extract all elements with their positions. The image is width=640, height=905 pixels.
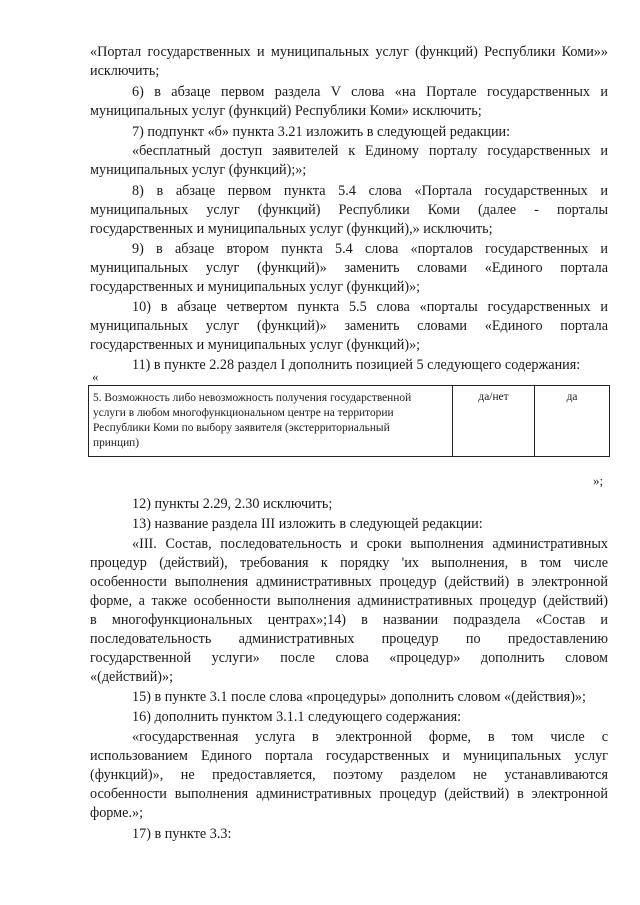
text-line: использованием Единого портала государственных и муниципальных услуг (90, 748, 608, 764)
text-line: 10) в абзаце четвертом пункта 5.5 слова «порталы государственных и (132, 299, 608, 315)
text-line: муниципальных услуг (функций) Республики Коми» исключить; (90, 103, 482, 119)
text-line: 7) подпункт «б» пункта 3.21 изложить в следующей редакции: (132, 124, 511, 140)
text-line: 12) пункты 2.29, 2.30 исключить; (132, 496, 333, 512)
text-line: форме, а также особенности выполнения административных процедур (действий) (90, 593, 608, 609)
text-line: (функций)», не предоставляется, поэтому разделом не устанавливаются (90, 767, 608, 783)
table-cell-value: да (566, 391, 578, 403)
text-line: «III. Состав, последовательность и сроки выполнения административных (132, 536, 608, 552)
text-line: процедур (действий), требования к порядку 'их выполнения, в том числе (90, 555, 608, 571)
text-line: муниципальных услуг (функций) Республики Коми (далее - порталы (90, 202, 608, 218)
text-line: государственных и муниципальных услуг (функций),» исключить; (90, 221, 493, 237)
table-cell-options: да/нет (453, 386, 535, 456)
text-line: муниципальных услуг (функций);»; (90, 162, 307, 178)
text-line: 8) в абзаце первом пункта 5.4 слова «Портала государственных и (132, 183, 608, 199)
text-line: 15) в пункте 3.1 после слова «процедуры» дополнить словом «(действия)»; (132, 689, 586, 705)
text-line: особенности выполнения административных процедур (действий) в электронной (90, 574, 608, 590)
text-line: «(действий)»; (90, 669, 174, 685)
text-line: особенности выполнения административных процедур (действий) в электронной (90, 786, 608, 802)
text-line: в многофункциональных центрах»;14) в названии подраздела «Состав и (90, 612, 608, 628)
text-line: исключить; (90, 63, 160, 79)
cell-line: принцип) (93, 437, 140, 449)
cell-line: 5. Возможность либо невозможность получения государственной (93, 392, 412, 404)
text-line: 16) дополнить пунктом 3.1.1 следующего содержания: (132, 709, 462, 725)
text-line: «бесплатный доступ заявителей к Единому порталу государственных и (132, 143, 608, 159)
text-line: 17) в пункте 3.3: (132, 826, 232, 842)
quote-open-mark: « (92, 369, 99, 384)
text-line: 6) в абзаце первом раздела V слова «на Портале государственных и (132, 84, 608, 100)
text-line: муниципальных услуг (функций)» заменить словами «Единого портала (90, 318, 608, 334)
text-line: муниципальных услуг (функций)» заменить словами «Единого портала (90, 260, 608, 276)
text-line: 11) в пункте 2.28 раздел I дополнить позицией 5 следующего содержания: (132, 357, 581, 373)
quote-close-mark: »; (593, 473, 604, 488)
text-line: последовательность административных процедур по предоставлению (90, 631, 608, 647)
text-line: «государственная услуга в электронной форме, в том числе с (132, 729, 608, 745)
position-table (88, 385, 610, 457)
text-line: 9) в абзаце втором пункта 5.4 слова «порталов государственных и (132, 241, 608, 257)
text-line: государственной услуги» после слова «процедур» дополнить словом (90, 650, 608, 666)
table-cell-description (89, 386, 453, 456)
cell-line: услуги в любом многофункциональном центре на территории (93, 407, 394, 419)
cell-line: Республики Коми по выбору заявителя (экстерриториальный (93, 422, 390, 434)
text-line: «Портал государственных и муниципальных услуг (функций) Республики Коми»» (90, 44, 608, 60)
text-line: государственных и муниципальных услуг (функций)»; (90, 279, 421, 295)
text-line: форме.»; (90, 805, 144, 821)
text-line: государственных и муниципальных услуг (функций)»; (90, 337, 421, 353)
text-line: 13) название раздела III изложить в следующей редакции: (132, 516, 483, 532)
